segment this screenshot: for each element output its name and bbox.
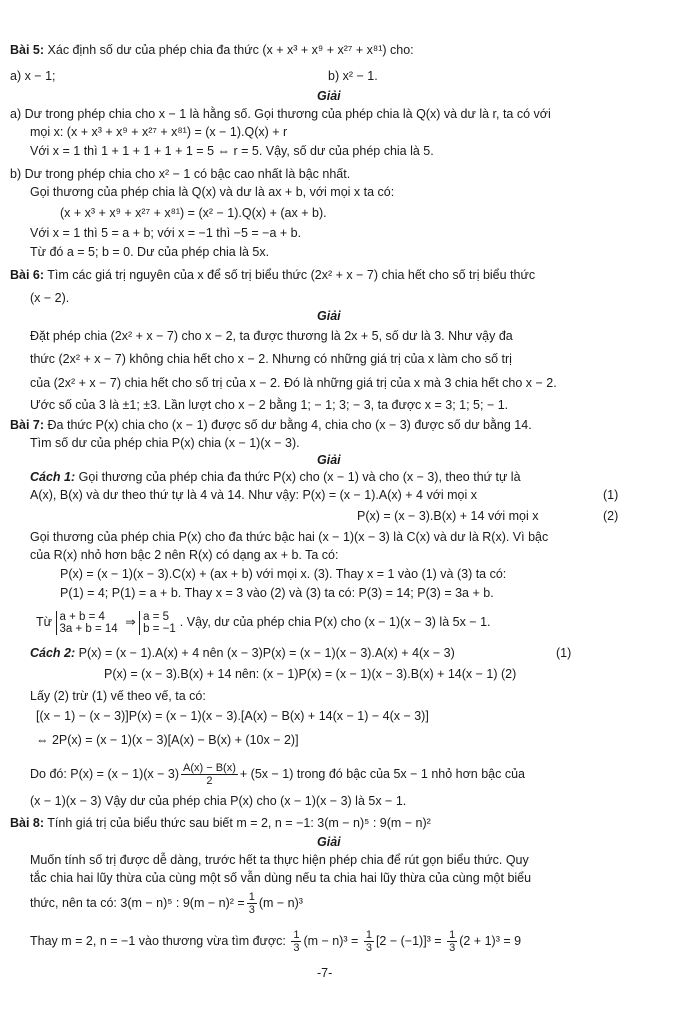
formula-line: [(x − 1) − (x − 3)]P(x) = (x − 1)(x − 3).[A(x) − B(x) + 14(x − 1) − 4(x − 3)] [36,709,429,723]
equation-number: (1) [603,488,619,502]
equation-number: (1) [556,646,572,660]
text-line: Đặt phép chia (2x² + x − 7) cho x − 2, ta được thương là 2x + 5, số dư là 3. Như vậy đa [30,329,513,343]
exercise-7-statement: Bài 7: Đa thức P(x) chia cho (x − 1) được số dư bằng 4, chia cho (x − 3) được số dư bằng 14. [10,418,532,432]
formula-line: P(x) = (x − 3).B(x) + 14 với mọi x [357,509,539,523]
text-line: Cách 2: P(x) = (x − 1).A(x) + 4 nên (x − 3)P(x) = (x − 1)(x − 3).A(x) + 4(x − 3) [30,646,455,660]
exercise-5-option-a: a) x − 1; [10,69,56,83]
equation-system: a = 5 b = −1 [139,611,176,635]
formula-line: mọi x: (x + x³ + x⁹ + x²⁷ + x⁸¹) = (x − 1).Q(x) + r [30,125,288,139]
fraction: $\frac{1}{3}$ [449,929,456,955]
formula-line: ⇔ 2P(x) = (x − 1)(x − 3)[A(x) − B(x) + (10x − 2)] [36,733,299,747]
page-number: -7- [317,966,333,980]
text-line: tắc chia hai lũy thừa của cùng một số vẫn dùng nếu ta chia hai lũy thừa của cùng một biểu [30,871,532,885]
solution-heading: Giải [317,453,341,467]
system-line: Từ a + b = 4 3a + b = 14 ⇒ a = 5 b = −1 . Vậy, dư của phép chia P(x) cho (x − 1)(x − 3) là 5x − 1. [36,610,491,635]
text-line: Gọi thương của phép chia là Q(x) và dư là ax + b, với mọi x ta có: [30,185,395,199]
fraction: $\frac{1}{3}$ [293,929,300,955]
text-line: Từ đó a = 5; b = 0. Dư của phép chia là 5x. [30,245,270,259]
fraction: $\frac{1}{3}$ [248,891,255,917]
text-line: a) Dư trong phép chia cho x − 1 là hằng số. Gọi thương của phép chia là Q(x) và dư là r, ta có với [10,107,551,121]
formula-line: A(x), B(x) và dư theo thứ tự là 4 và 14. Như vậy: P(x) = (x − 1).A(x) + 4 với mọi x [30,488,478,502]
text-line: Muốn tính số trị được dễ dàng, trước hết ta thực hiện phép chia để rút gọn biểu thức. Quy [30,853,529,867]
formula-line: P(1) = 4; P(1) = a + b. Thay x = 3 vào (2) và (3) ta có: P(3) = 14; P(3) = 3a + b. [60,586,494,600]
text-line: của R(x) nhỏ hơn bậc 2 nên R(x) có dạng ax + b. Ta có: [30,548,339,562]
text-line: (x − 1)(x − 3) Vậy dư của phép chia P(x) cho (x − 1)(x − 3) là 5x − 1. [30,794,407,808]
exercise-5-option-b: b) x² − 1. [328,69,378,83]
text-line: Với x = 1 thì 1 + 1 + 1 + 1 + 1 = 5 ⇔ r = 5. Vậy, số dư của phép chia là 5. [30,144,434,158]
formula-line: P(x) = (x − 3).B(x) + 14 nên: (x − 1)P(x) = (x − 1)(x − 3).B(x) + 14(x − 1) (2) [104,667,517,681]
text-line: Với x = 1 thì 5 = a + b; với x = −1 thì −5 = −a + b. [30,226,302,240]
formula-line: Thay m = 2, n = −1 vào thương vừa tìm được: $\frac{1}{3}$ (m − n)³ = $\frac{1}{3}$ [2 − (−1)]³ = $\frac{1}{3}$ (2 + 1)³ = 9 [30,929,522,955]
exercise-5-statement: Bài 5: Xác định số dư của phép chia đa thức (x + x³ + x⁹ + x²⁷ + x⁸¹) cho: [10,43,414,57]
text-line: Cách 1: Gọi thương của phép chia đa thức P(x) cho (x − 1) và cho (x − 3), theo thứ tự là [30,470,521,484]
formula-line: Do đó: P(x) = (x − 1)(x − 3) $\frac{A(x) - B(x)}{2}$ + (5x − 1) trong đó bậc của 5x − 1 nhỏ hơn bậc của [30,762,526,788]
text-line: Lấy (2) trừ (1) vế theo vế, ta có: [30,689,206,703]
method-1-label: Cách 1: [30,470,76,484]
text-line: Ước số của 3 là ±1; ±3. Lần lượt cho x − 2 bằng 1; − 1; 3; − 3, ta được x = 3; 1; 5; − 1. [30,398,509,412]
exercise-8-statement: Bài 8: Tính giá trị của biểu thức sau biết m = 2, n = −1: 3(m − n)⁵ : 9(m − n)² [10,816,431,830]
formula-line: (x + x³ + x⁹ + x²⁷ + x⁸¹) = (x² − 1).Q(x) + (ax + b). [60,206,327,220]
solution-heading: Giải [317,89,341,103]
text-line: của (2x² + x − 7) chia hết cho số trị của x − 2. Đó là những giá trị của x mà 3 chia hết cho x − 2. [30,376,557,390]
formula-line: P(x) = (x − 1)(x − 3).C(x) + (ax + b) với mọi x. (3). Thay x = 1 vào (1) và (3) ta có: [60,567,507,581]
method-2-label: Cách 2: [30,646,76,660]
text-line: thức (2x² + x − 7) không chia hết cho x − 2. Nhưng có những giá trị của x làm cho số trị [30,352,512,366]
fraction: $\frac{A(x) - B(x)}{2}$ [183,762,236,788]
exercise-6-statement: Bài 6: Tìm các giá trị nguyên của x để số trị biểu thức (2x² + x − 7) chia hết cho số trị biểu thức [10,268,536,282]
fraction: $\frac{1}{3}$ [365,929,372,955]
text-line: Tìm số dư của phép chia P(x) chia (x − 1)(x − 3). [30,436,300,450]
equation-system: a + b = 4 3a + b = 14 [56,611,118,635]
text-line: (x − 2). [30,291,70,305]
text-line: Gọi thương của phép chia P(x) cho đa thức bậc hai (x − 1)(x − 3) là C(x) và dư là R(x). Vì bậc [30,530,549,544]
text-line: b) Dư trong phép chia cho x² − 1 có bậc cao nhất là bậc nhất. [10,167,351,181]
formula-line: thức, nên ta có: 3(m − n)⁵ : 9(m − n)² = $\frac{1}{3}$ (m − n)³ [30,891,303,917]
solution-heading: Giải [317,309,341,323]
solution-heading: Giải [317,835,341,849]
equation-number: (2) [603,509,619,523]
